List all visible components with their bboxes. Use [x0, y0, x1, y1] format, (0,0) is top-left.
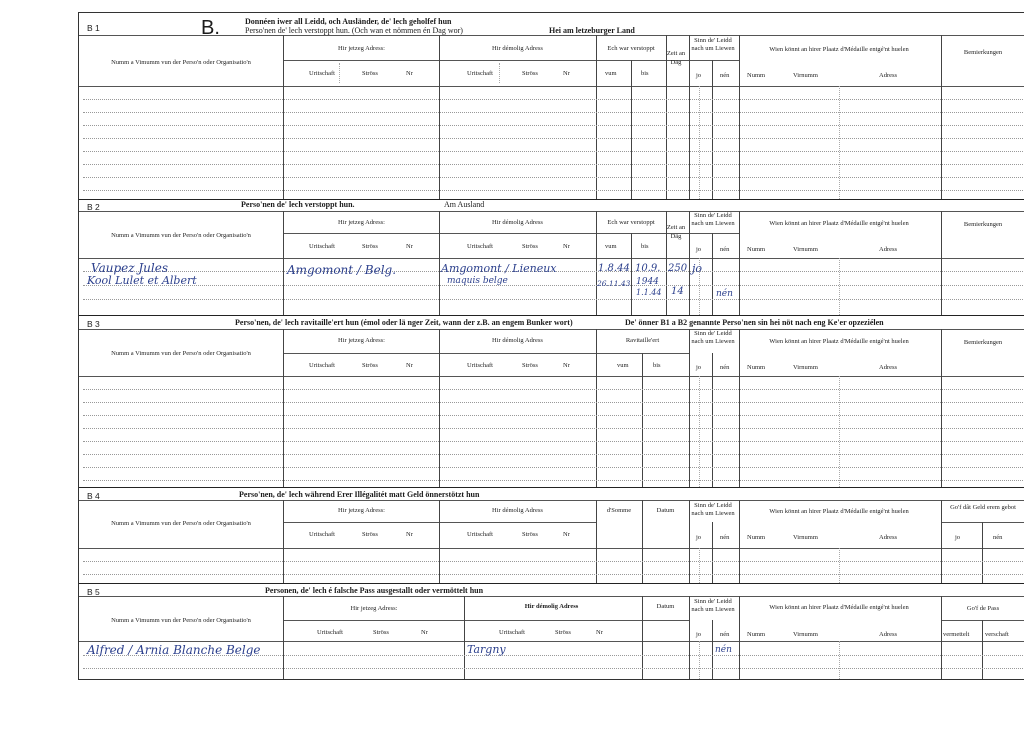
entry-addr-now: Amgomont / Belg. [287, 263, 397, 277]
col-hidden: Ech war verstoppt [607, 45, 655, 52]
entry-bis-1: 10.9. [635, 263, 661, 274]
col-vermettelt: vermettelt [943, 631, 970, 638]
col-verschaft: verschaft [985, 631, 1009, 638]
col-bis: bis [641, 243, 649, 250]
col-addr-now: Hir jetzeg Adress: [338, 45, 385, 52]
col-remarks: Bemierkungen [963, 339, 1003, 346]
col-nen: nén [720, 534, 730, 541]
col-nr: Nr [406, 243, 413, 250]
col-medal: Wien könnt an hirer Plaatz d'Médaille entgé'nt huelen [769, 508, 909, 515]
entry-zeit-1: 250 [668, 263, 688, 274]
section-b2 [79, 199, 1024, 315]
section-title: Donnéen iwer all Leidd, och Ausländer, de' lech geholfef hun [245, 17, 452, 26]
section-title: Perso'nen, de' lech ravitaille'ert hun (émol oder lä nger Zeit, wann der z.B. an engem Bunker wort) [235, 318, 573, 327]
col-zeit: Zeit an Däg [666, 50, 686, 66]
col-nr: Nr [406, 70, 413, 77]
col-adress: Adress [879, 534, 898, 541]
entry-jo: jo [692, 262, 703, 275]
col-name: Numm a Vimumm vun der Perso'n oder Organisatio'n [111, 350, 251, 357]
col-sinn: Sinn de' Leidd nach um Liewen [691, 502, 735, 517]
col-datum: Datum [656, 507, 675, 514]
col-ortschaft: Uritschaft [309, 70, 335, 77]
col-nen: nén [720, 72, 730, 79]
col-nr: Nr [563, 243, 570, 250]
section-b1 [79, 13, 1024, 199]
col-name: Numm a Vimumm vun der Perso'n oder Organisatio'n [111, 617, 251, 624]
section-title: Perso'nen, de' lech während Erer Illégalitét matt Geld önnerstötzt hun [239, 490, 480, 499]
col-adress: Adress [879, 631, 898, 638]
col-nr: Nr [563, 531, 570, 538]
col-virnumm: Virnumm [793, 364, 818, 371]
col-numm: Numm [747, 246, 766, 253]
col-virnumm: Virnumm [793, 631, 818, 638]
col-ortschaft: Uritschaft [317, 629, 343, 636]
col-stross: Ströss [522, 243, 538, 250]
section-title: Personen, de' lech é falsche Pass ausgestallt oder vermöttelt hun [265, 586, 484, 595]
entry-nen: nén [715, 645, 732, 655]
col-ortschaft: Uritschaft [499, 629, 525, 636]
section-id: B 3 [87, 319, 100, 329]
col-datum: Datum [656, 603, 675, 610]
col-nen: nén [720, 631, 730, 638]
entry-bis-2: 1944 [636, 277, 659, 287]
section-b5 [79, 583, 1024, 679]
section-id: B 5 [87, 587, 100, 597]
section-b3 [79, 315, 1024, 487]
col-numm: Numm [747, 72, 766, 79]
col-vum: vum [605, 70, 617, 77]
col-addr-now: Hir jetzeg Adress: [338, 219, 385, 226]
col-adress: Adress [879, 364, 898, 371]
col-ortschaft: Uritschaft [309, 243, 335, 250]
section-subtitle-b: Hei am letzeburger Land [549, 26, 635, 35]
col-ravitaille: Ravitaille'ert [625, 337, 660, 344]
col-ortschaft: Uritschaft [467, 70, 493, 77]
col-virnumm: Virnumm [793, 72, 818, 79]
col-medal: Wien könnt an hirer Plaatz d'Médaille entgé'nt huelen [769, 338, 909, 345]
section-b4 [79, 487, 1024, 583]
col-addr-now: Hir jetzeg Adress: [338, 337, 385, 344]
col-jo: jo [696, 631, 702, 638]
col-ortschaft: Uritschaft [467, 531, 493, 538]
section-id: B 2 [87, 202, 100, 212]
col-nen: nén [720, 246, 730, 253]
col-vum: vum [605, 243, 617, 250]
col-numm: Numm [747, 364, 766, 371]
col-adress: Adress [879, 246, 898, 253]
col-ortschaft: Uritschaft [309, 362, 335, 369]
col-stross: Ströss [522, 531, 538, 538]
form-sheet [78, 12, 1024, 680]
col-stross: Ströss [362, 243, 378, 250]
col-nr: Nr [596, 629, 603, 636]
col-nen: nén [993, 534, 1003, 541]
col-gof-pass: Go'f de Pass [966, 605, 1000, 612]
section-id: B 4 [87, 491, 100, 501]
col-virnumm: Virnumm [793, 534, 818, 541]
section-subtitle: Perso'nen de' lech verstoppt hun. (Och wan et nömmen én Dag wor) [245, 26, 463, 35]
col-nr: Nr [421, 629, 428, 636]
col-vum: vum [617, 362, 629, 369]
col-medal: Wien könnt an hirer Plaatz d'Médaille entgé'nt huelen [769, 220, 909, 227]
col-jo: jo [696, 364, 702, 371]
col-nr: Nr [406, 531, 413, 538]
col-stross: Ströss [362, 70, 378, 77]
col-sinn: Sinn de' Leidd nach um Liewen [691, 37, 735, 52]
col-addr-now: Hir jetzeg Adress: [350, 605, 398, 612]
section-title: Perso'nen de' lech verstoppt hun. [241, 200, 355, 209]
col-hidden: Ech war verstoppt [607, 219, 655, 226]
col-jo: jo [955, 534, 961, 541]
col-ortschaft: Uritschaft [309, 531, 335, 538]
col-medal: Wien könnt an hirer Plaatz d'Médaille entgé'nt huelen [769, 46, 909, 53]
entry-zeit-2: 14 [671, 286, 684, 297]
col-sinn: Sinn de' Leidd nach um Liewen [691, 598, 735, 613]
col-addr-prev: Hir démolig Adress [492, 45, 543, 52]
col-nen: nén [720, 364, 730, 371]
entry-nen: nén [716, 289, 733, 299]
col-stross: Ströss [522, 362, 538, 369]
section-title-b: De' önner B1 a B2 genannte Perso'nen sin hei nöt nach eng Ke'er opzeziélen [625, 318, 884, 327]
section-title-b: Am Ausland [444, 200, 485, 209]
col-virnumm: Virnumm [793, 246, 818, 253]
col-jo: jo [696, 534, 702, 541]
col-remarks: Bemierkungen [963, 49, 1003, 56]
col-bis: bis [653, 362, 661, 369]
col-stross: Ströss [362, 531, 378, 538]
col-sinn: Sinn de' Leidd nach um Liewen [691, 212, 735, 227]
col-jo: jo [696, 246, 702, 253]
col-stross: Ströss [522, 70, 538, 77]
entry-bis-3: 1.1.44 [636, 288, 662, 297]
entry-addr-prev-line2: maquis belge [447, 276, 508, 286]
col-medal: Wien könnt an hirer Plaatz d'Médaille entgé'nt huelen [769, 604, 909, 611]
col-addr-prev: Hir démolig Adress [492, 219, 543, 226]
entry-name: Alfred / Arnia Blanche Belge [87, 643, 261, 657]
col-ortschaft: Uritschaft [467, 362, 493, 369]
entry-name-line2: Kool Lulet et Albert [87, 274, 197, 287]
col-stross: Ströss [373, 629, 389, 636]
col-stross: Ströss [362, 362, 378, 369]
col-nr: Nr [563, 70, 570, 77]
entry-vum-1: 1.8.44 [598, 263, 630, 274]
col-stross: Ströss [555, 629, 571, 636]
entry-vum-2: 26.11.43 [597, 279, 631, 288]
col-nr: Nr [406, 362, 413, 369]
entry-name-line1: Vaupez Jules [91, 261, 169, 275]
col-addr-now: Hir jetzeg Adress: [338, 507, 385, 514]
col-zeit: Zeit an Däg [666, 224, 686, 240]
col-remarks: Bemierkungen [963, 221, 1003, 228]
entry-addr-prev: Targny [467, 643, 506, 656]
col-bis: bis [641, 70, 649, 77]
col-adress: Adress [879, 72, 898, 79]
col-sinn: Sinn de' Leidd nach um Liewen [691, 330, 735, 345]
section-letter: B. [201, 17, 220, 39]
col-somme: d'Somme [606, 507, 632, 514]
col-name: Numm a Vimumm vun der Perso'n oder Organisatio'n [111, 520, 251, 527]
col-addr-prev: Hir démolig Adress [524, 603, 579, 610]
col-name: Numm a Vimumm vun der Perso'n oder Organisatio'n [111, 59, 251, 66]
col-addr-prev: Hir démolig Adress [492, 337, 543, 344]
col-addr-prev: Hir démolig Adress [492, 507, 543, 514]
col-numm: Numm [747, 631, 766, 638]
col-ortschaft: Uritschaft [467, 243, 493, 250]
col-nr: Nr [563, 362, 570, 369]
section-id: B 1 [87, 23, 100, 33]
col-gof-geld: Go'f dât Geld erem gebot [950, 504, 1016, 511]
col-jo: jo [696, 72, 702, 79]
col-name: Numm a Vimumm vun der Perso'n oder Organisatio'n [111, 232, 251, 239]
col-numm: Numm [747, 534, 766, 541]
entry-addr-prev-line1: Amgomont / Lieneux [441, 262, 557, 275]
